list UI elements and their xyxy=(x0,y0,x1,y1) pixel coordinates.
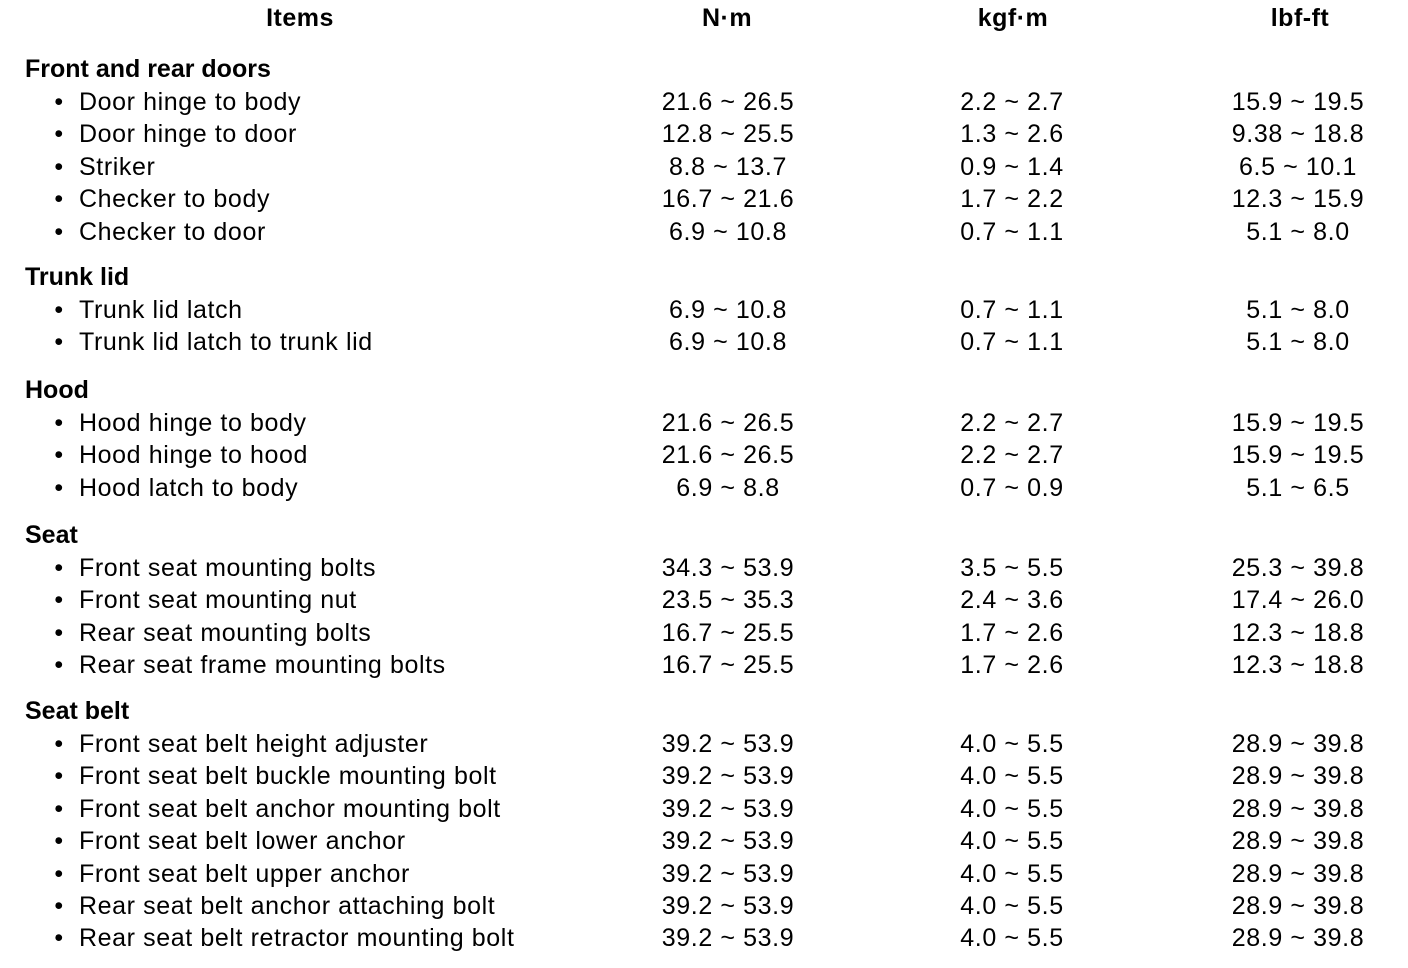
table-row xyxy=(0,86,1408,118)
bullet-icon: • xyxy=(54,152,64,181)
item-label: Checker to body xyxy=(79,185,271,214)
item-label: Front seat belt anchor mounting bolt xyxy=(79,794,501,823)
value-nm: 21.6 ~ 26.5 xyxy=(661,88,795,116)
bullet-icon: • xyxy=(54,586,64,615)
item-label: Front seat belt lower anchor xyxy=(79,827,406,856)
item-label: Checker to door xyxy=(79,217,266,246)
item-label: Rear seat mounting bolts xyxy=(79,618,372,647)
value-kgfm: 2.4 ~ 3.6 xyxy=(960,586,1064,615)
value-lbfft: 25.3 ~ 39.8 xyxy=(1231,554,1365,582)
value-nm: 39.2 ~ 53.9 xyxy=(661,827,795,856)
value-nm: 6.9 ~ 8.8 xyxy=(676,473,780,502)
bullet-icon: • xyxy=(54,762,64,791)
bullet-icon: • xyxy=(54,441,64,470)
item-label: Hood hinge to hood xyxy=(79,441,309,470)
value-kgfm: 3.5 ~ 5.5 xyxy=(960,554,1064,582)
value-lbfft: 17.4 ~ 26.0 xyxy=(1231,586,1365,615)
value-nm: 23.5 ~ 35.3 xyxy=(661,586,795,615)
value-kgfm: 1.3 ~ 2.6 xyxy=(960,120,1064,149)
value-kgfm: 4.0 ~ 5.5 xyxy=(960,762,1064,791)
bullet-icon: • xyxy=(54,120,64,149)
item-label: Door hinge to door xyxy=(79,120,297,149)
bullet-icon: • xyxy=(54,859,64,888)
table-row xyxy=(0,407,1408,439)
value-nm: 39.2 ~ 53.9 xyxy=(661,730,795,758)
value-lbfft: 28.9 ~ 39.8 xyxy=(1231,794,1365,823)
item-label: Front seat belt buckle mounting bolt xyxy=(79,762,497,791)
value-lbfft: 15.9 ~ 19.5 xyxy=(1231,441,1365,470)
table-row xyxy=(0,793,1408,825)
item-label: Trunk lid latch xyxy=(79,296,243,324)
table-row xyxy=(0,584,1408,616)
bullet-icon: • xyxy=(54,296,64,324)
section-title: Trunk lid xyxy=(25,263,130,291)
value-kgfm: 4.0 ~ 5.5 xyxy=(960,924,1064,953)
value-lbfft: 28.9 ~ 39.8 xyxy=(1231,827,1365,856)
item-label: Hood hinge to body xyxy=(79,409,307,437)
value-nm: 6.9 ~ 10.8 xyxy=(669,328,787,357)
item-label: Hood latch to body xyxy=(79,473,299,502)
value-lbfft: 12.3 ~ 18.8 xyxy=(1231,651,1365,680)
header-kgfm: kgf·m xyxy=(977,4,1049,32)
value-kgfm: 0.7 ~ 1.1 xyxy=(960,217,1064,246)
value-kgfm: 4.0 ~ 5.5 xyxy=(960,794,1064,823)
bullet-icon: • xyxy=(54,328,64,357)
value-kgfm: 0.7 ~ 1.1 xyxy=(960,328,1064,357)
table-row xyxy=(0,294,1408,326)
value-kgfm: 4.0 ~ 5.5 xyxy=(960,892,1064,920)
header-nm: N·m xyxy=(701,4,753,32)
section-title: Seat belt xyxy=(25,697,130,725)
value-lbfft: 28.9 ~ 39.8 xyxy=(1231,762,1365,791)
item-label: Rear seat frame mounting bolts xyxy=(79,651,446,680)
value-lbfft: 12.3 ~ 18.8 xyxy=(1231,618,1365,647)
bullet-icon: • xyxy=(54,651,64,680)
value-nm: 39.2 ~ 53.9 xyxy=(661,859,795,888)
value-lbfft: 5.1 ~ 8.0 xyxy=(1246,296,1350,324)
value-kgfm: 1.7 ~ 2.6 xyxy=(960,651,1064,680)
value-nm: 21.6 ~ 26.5 xyxy=(661,409,795,437)
table-row xyxy=(0,858,1408,890)
value-nm: 16.7 ~ 25.5 xyxy=(661,618,795,647)
item-label: Front seat mounting nut xyxy=(79,586,357,615)
section-title: Front and rear doors xyxy=(25,55,271,83)
table-row xyxy=(0,922,1408,954)
value-lbfft: 5.1 ~ 6.5 xyxy=(1246,473,1350,502)
bullet-icon: • xyxy=(54,554,64,582)
value-lbfft: 28.9 ~ 39.8 xyxy=(1231,924,1365,953)
bullet-icon: • xyxy=(54,217,64,246)
header-items: Items xyxy=(266,4,334,32)
table-row xyxy=(0,728,1408,760)
table-row xyxy=(0,326,1408,358)
value-kgfm: 4.0 ~ 5.5 xyxy=(960,827,1064,856)
value-nm: 39.2 ~ 53.9 xyxy=(661,794,795,823)
value-nm: 6.9 ~ 10.8 xyxy=(669,296,787,324)
table-row xyxy=(0,216,1408,248)
bullet-icon: • xyxy=(54,473,64,502)
value-lbfft: 5.1 ~ 8.0 xyxy=(1246,217,1350,246)
value-nm: 39.2 ~ 53.9 xyxy=(661,924,795,953)
value-kgfm: 4.0 ~ 5.5 xyxy=(960,730,1064,758)
value-nm: 39.2 ~ 53.9 xyxy=(661,892,795,920)
bullet-icon: • xyxy=(54,409,64,437)
item-label: Striker xyxy=(79,152,156,181)
item-label: Rear seat belt retractor mounting bolt xyxy=(79,924,515,953)
item-label: Rear seat belt anchor attaching bolt xyxy=(79,892,496,920)
table-row xyxy=(0,552,1408,584)
value-nm: 39.2 ~ 53.9 xyxy=(661,762,795,791)
value-kgfm: 0.7 ~ 0.9 xyxy=(960,473,1064,502)
value-kgfm: 4.0 ~ 5.5 xyxy=(960,859,1064,888)
table-row xyxy=(0,760,1408,792)
table-row xyxy=(0,439,1408,471)
value-kgfm: 1.7 ~ 2.6 xyxy=(960,618,1064,647)
value-nm: 16.7 ~ 25.5 xyxy=(661,651,795,680)
table-row xyxy=(0,151,1408,183)
value-lbfft: 5.1 ~ 8.0 xyxy=(1246,328,1350,357)
value-kgfm: 2.2 ~ 2.7 xyxy=(960,409,1064,437)
value-lbfft: 28.9 ~ 39.8 xyxy=(1231,892,1365,920)
table-row xyxy=(0,472,1408,504)
value-kgfm: 0.7 ~ 1.1 xyxy=(960,296,1064,324)
item-label: Door hinge to body xyxy=(79,88,302,116)
value-lbfft: 15.9 ~ 19.5 xyxy=(1231,88,1365,116)
value-nm: 6.9 ~ 10.8 xyxy=(669,217,787,246)
table-row xyxy=(0,890,1408,922)
value-lbfft: 12.3 ~ 15.9 xyxy=(1231,185,1365,214)
value-kgfm: 1.7 ~ 2.2 xyxy=(960,185,1064,214)
value-lbfft: 28.9 ~ 39.8 xyxy=(1231,859,1365,888)
value-lbfft: 28.9 ~ 39.8 xyxy=(1231,730,1365,758)
bullet-icon: • xyxy=(54,730,64,758)
value-lbfft: 9.38 ~ 18.8 xyxy=(1231,120,1365,149)
value-nm: 8.8 ~ 13.7 xyxy=(669,152,787,181)
value-nm: 16.7 ~ 21.6 xyxy=(661,185,795,214)
table-row xyxy=(0,617,1408,649)
value-lbfft: 6.5 ~ 10.1 xyxy=(1239,152,1357,181)
item-label: Trunk lid latch to trunk lid xyxy=(79,328,373,357)
bullet-icon: • xyxy=(54,185,64,214)
value-kgfm: 2.2 ~ 2.7 xyxy=(960,441,1064,470)
value-kgfm: 2.2 ~ 2.7 xyxy=(960,88,1064,116)
table-row xyxy=(0,825,1408,857)
value-nm: 34.3 ~ 53.9 xyxy=(661,554,795,582)
header-lbfft: lbf-ft xyxy=(1270,4,1330,32)
value-lbfft: 15.9 ~ 19.5 xyxy=(1231,409,1365,437)
item-label: Front seat belt height adjuster xyxy=(79,730,429,758)
bullet-icon: • xyxy=(54,924,64,953)
section-title: Seat xyxy=(25,521,78,549)
bullet-icon: • xyxy=(54,794,64,823)
bullet-icon: • xyxy=(54,892,64,920)
bullet-icon: • xyxy=(54,827,64,856)
item-label: Front seat belt upper anchor xyxy=(79,859,410,888)
value-nm: 21.6 ~ 26.5 xyxy=(661,441,795,470)
table-row xyxy=(0,183,1408,215)
item-label: Front seat mounting bolts xyxy=(79,554,377,582)
bullet-icon: • xyxy=(54,88,64,116)
table-row xyxy=(0,118,1408,150)
section-title: Hood xyxy=(25,376,89,404)
value-nm: 12.8 ~ 25.5 xyxy=(661,120,795,149)
bullet-icon: • xyxy=(54,618,64,647)
value-kgfm: 0.9 ~ 1.4 xyxy=(960,152,1064,181)
table-row xyxy=(0,649,1408,681)
